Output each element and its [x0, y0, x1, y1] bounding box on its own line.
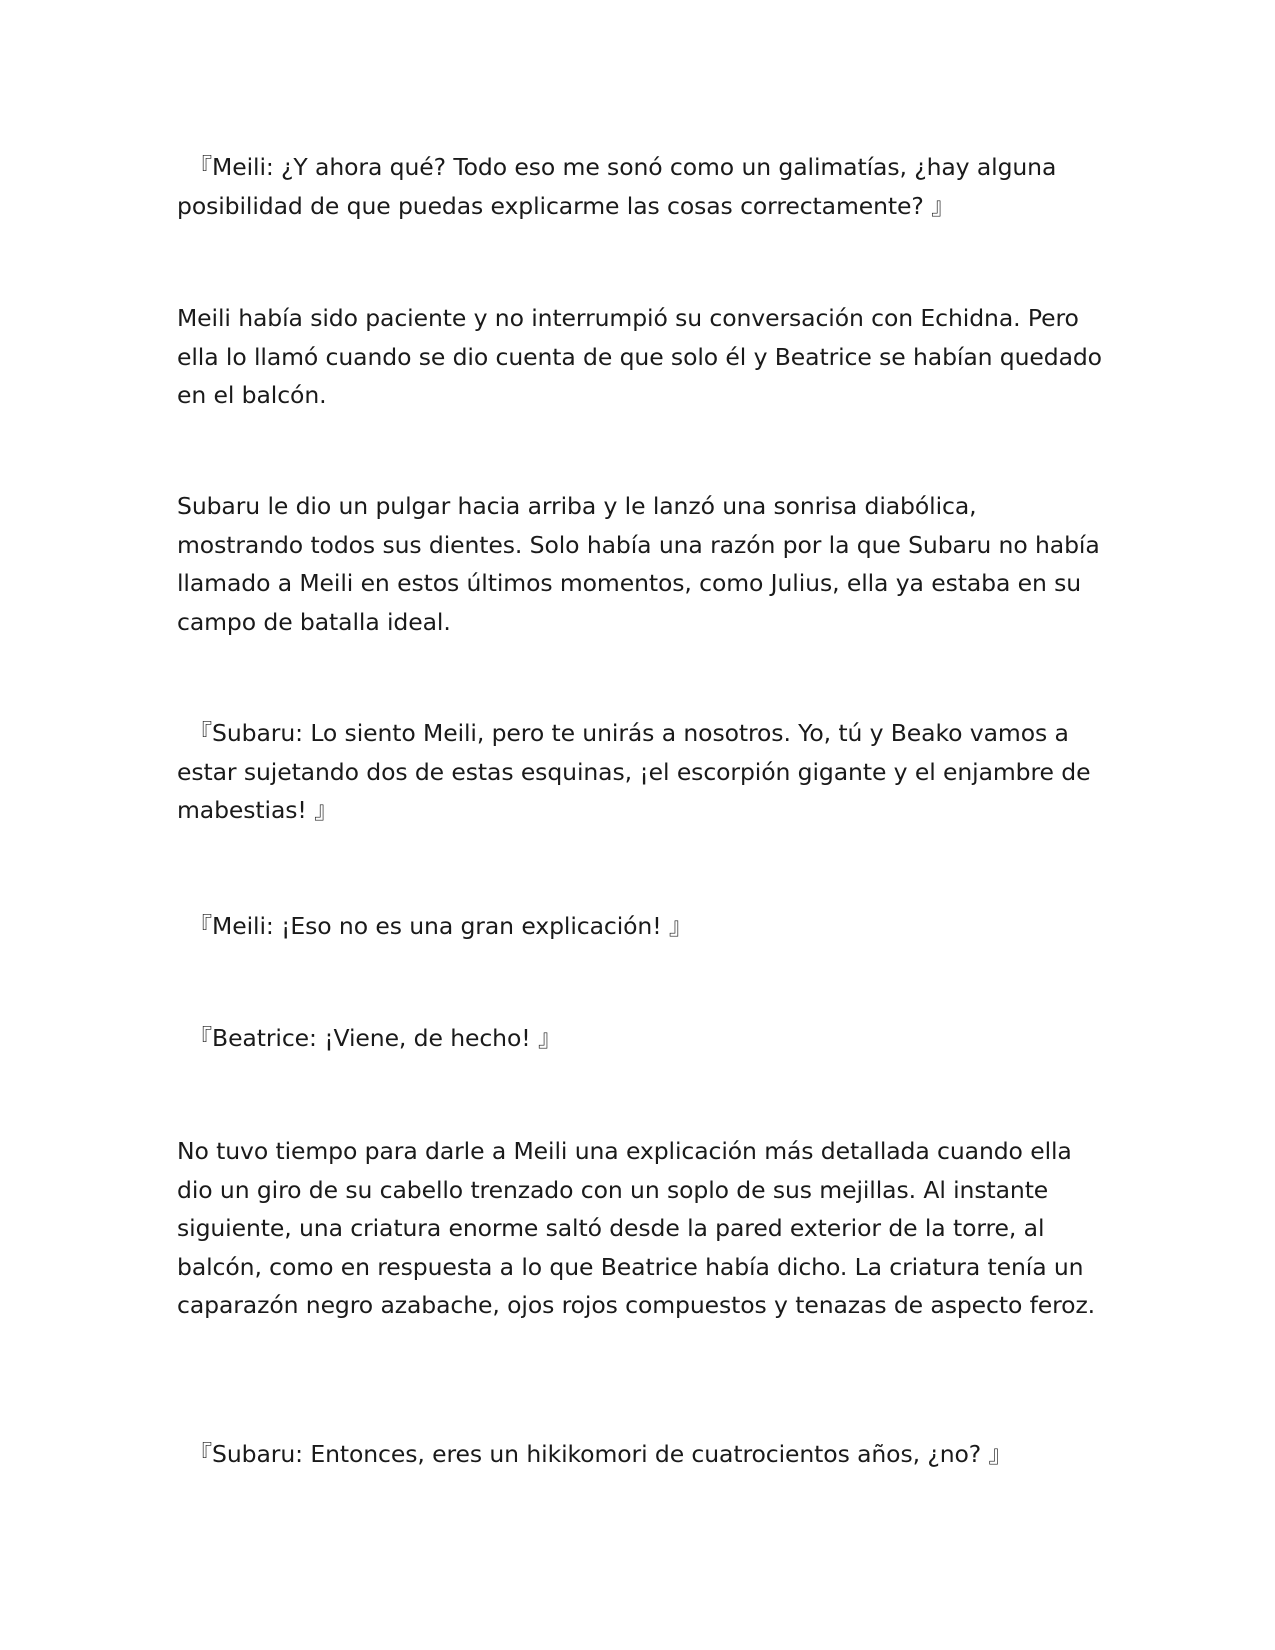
narration-paragraph-2: Subaru le dio un pulgar hacia arriba y le lanzó una sonrisa diabólica, mostrando todos sus dientes. Solo había una razón por la que Subaru no había llamado a Meili en estos últimos momentos, como Julius, ella ya estaba en su campo de batalla ideal. [177, 492, 1100, 636]
narration-paragraph-3: No tuvo tiempo para darle a Meili una explicación más detallada cuando ella dio un giro de su cabello trenzado con un soplo de sus mejillas. Al instante siguiente, una criatura enorme saltó desde la pared exterior de la torre, al balcón, como en respuesta a lo que Beatrice había dicho. La criatura tenía un caparazón negro azabache, ojos rojos compuestos y tenazas de aspecto feroz. [177, 1137, 1096, 1319]
dialogue-meili-2: 『Meili: ¡Eso no es una gran explicación! 』 [177, 912, 693, 940]
dialogue-subaru-1: 『Subaru: Lo siento Meili, pero te unirás a nosotros. Yo, tú y Beako vamos a estar sujetando dos de estas esquinas, ¡el escorpión gigante y el enjambre de mabestias! 』 [177, 719, 1091, 824]
dialogue-beatrice-1: 『Beatrice: ¡Viene, de hecho! 』 [177, 1024, 562, 1052]
dialogue-subaru-2: 『Subaru: Entonces, eres un hikikomori de cuatrocientos años, ¿no? 』 [177, 1440, 1012, 1468]
narration-paragraph-1: Meili había sido paciente y no interrumpió su conversación con Echidna. Pero ella lo llamó cuando se dio cuenta de que solo él y Beatrice se habían quedado en el balcón. [177, 304, 1102, 409]
dialogue-meili-1: 『Meili: ¿Y ahora qué? Todo eso me sonó como un galimatías, ¿hay alguna posibilidad de que puedas explicarme las cosas correctamente? 』 [177, 153, 1057, 220]
